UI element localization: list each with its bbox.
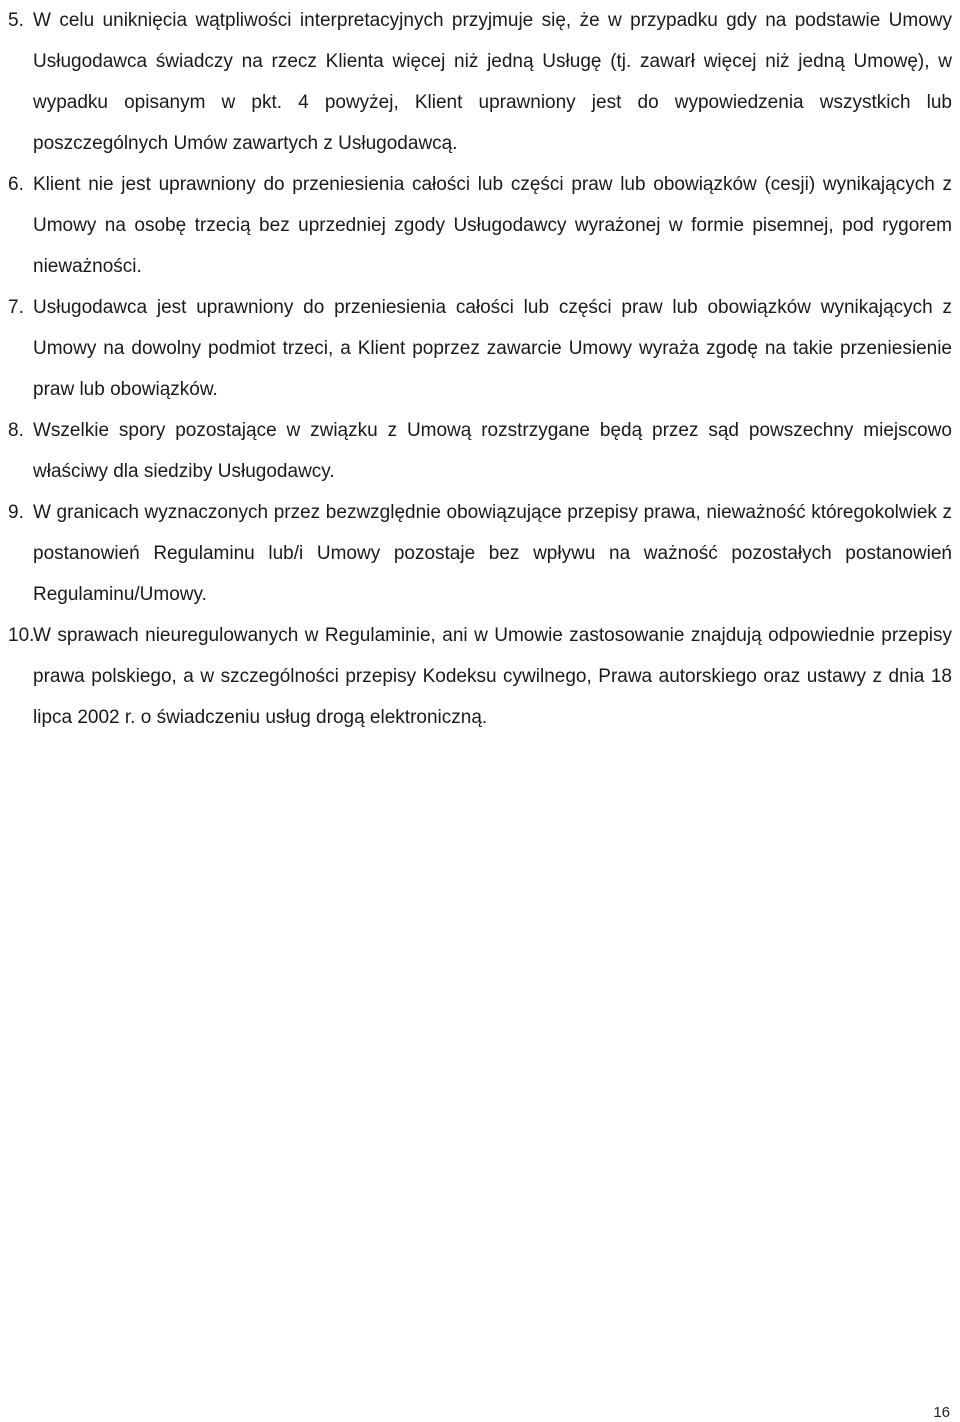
item-number: 8.	[8, 420, 24, 441]
item-number: 10.	[8, 625, 35, 646]
item-number: 5.	[8, 10, 24, 31]
item-number: 7.	[8, 297, 24, 318]
list-item	[8, 410, 952, 492]
page-number: 16	[933, 1404, 950, 1421]
list-item	[8, 164, 952, 287]
item-text: W sprawach nieuregulowanych w Regulaminie, ani w Umowie zastosowanie znajdują odpowiednie przepisy prawa polskiego, a w szczególności przepisy Kodeksu cywilnego, Prawa autorskiego oraz ustawy z dnia 18 lipca 2002 r. o świadczeniu usług drogą elektroniczną.	[33, 625, 952, 728]
list-item	[8, 287, 952, 410]
numbered-list	[8, 0, 952, 738]
item-number: 9.	[8, 502, 24, 523]
item-text: W celu uniknięcia wątpliwości interpretacyjnych przyjmuje się, że w przypadku gdy na podstawie Umowy Usługodawca świadczy na rzecz Klienta więcej niż jedną Usługę (tj. zawarł więcej niż jedną Umowę), w wypadku opisanym w pkt. 4 powyżej, Klient uprawniony jest do wypowiedzenia wszystkich lub poszczególnych Umów zawartych z Usługodawcą.	[33, 10, 952, 154]
item-number: 6.	[8, 174, 24, 195]
item-text: Wszelkie spory pozostające w związku z Umową rozstrzygane będą przez sąd powszechny miejscowo właściwy dla siedziby Usługodawcy.	[33, 420, 952, 482]
item-text: Klient nie jest uprawniony do przeniesienia całości lub części praw lub obowiązków (cesji) wynikających z Umowy na osobę trzecią bez uprzedniej zgody Usługodawcy wyrażonej w formie pisemnej, pod rygorem nieważności.	[33, 174, 952, 277]
list-item	[8, 0, 952, 164]
item-text: Usługodawca jest uprawniony do przeniesienia całości lub części praw lub obowiązków wynikających z Umowy na dowolny podmiot trzeci, a Klient poprzez zawarcie Umowy wyraża zgodę na takie przeniesienie praw lub obowiązków.	[33, 297, 952, 400]
list-item	[8, 492, 952, 615]
item-text: W granicach wyznaczonych przez bezwzględnie obowiązujące przepisy prawa, nieważność któregokolwiek z postanowień Regulaminu lub/i Umowy pozostaje bez wpływu na ważność pozostałych postanowień Regulaminu/Umowy.	[33, 502, 952, 605]
list-item	[8, 615, 952, 738]
